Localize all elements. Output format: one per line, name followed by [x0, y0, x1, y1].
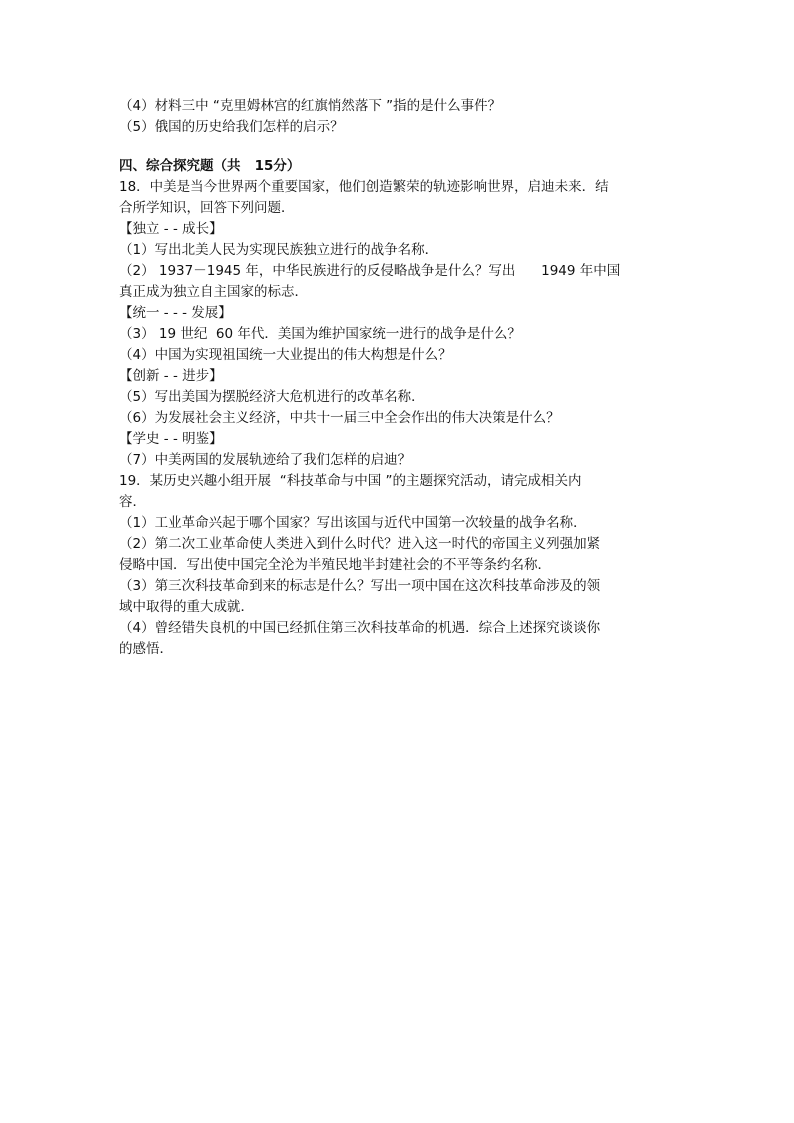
- text-line: （4）曾经错失良机的中国已经抓住第三次科技革命的机遇．综合上述探究谈谈你: [119, 620, 601, 636]
- text-line: （3） 19 世纪 60 年代．美国为维护国家统一进行的战争是什么？: [119, 326, 521, 342]
- section-heading: 四、综合探究题（共 15分）: [119, 158, 301, 174]
- subheading-line: 【独立 - - 成长】: [119, 221, 223, 237]
- text-line: （3）第三次科技革命到来的标志是什么？写出一项中国在这次科技革命涉及的领: [119, 578, 601, 594]
- text-line: （4）中国为实现祖国统一大业提出的伟大构想是什么？: [119, 347, 452, 363]
- text-line: 真正成为独立自主国家的标志．: [119, 284, 308, 300]
- text-line: （1）写出北美人民为实现民族独立进行的战争名称．: [119, 242, 439, 258]
- text-line: （5）写出美国为摆脱经济大危机进行的改革名称．: [119, 389, 425, 405]
- text-line: 19．某历史兴趣小组开展 “科技革命与中国 ”的主题探究活动，请完成相关内: [119, 473, 582, 489]
- section-gap: [119, 138, 679, 156]
- question-5-line: （5）俄国的历史给我们怎样的启示？: [119, 119, 344, 135]
- subheading-line: 【统一 - - - 发展】: [119, 305, 232, 321]
- text-line: 域中取得的重大成就．: [119, 599, 254, 615]
- text-line: 18．中美是当今世界两个重要国家，他们创造繁荣的轨迹影响世界，启迪未来．结: [119, 179, 609, 195]
- text-line: 合所学知识，回答下列问题．: [119, 200, 295, 216]
- text-line: （7）中美两国的发展轨迹给了我们怎样的启迪？: [119, 452, 412, 468]
- text-line: （1）工业革命兴起于哪个国家？写出该国与近代中国第一次较量的战争名称．: [119, 515, 587, 531]
- text-line: （6）为发展社会主义经济，中共十一届三中全会作出的伟大决策是什么？: [119, 410, 560, 426]
- question-4-line: （4）材料三中 “克里姆林宫的红旗悄然落下 ”指的是什么事件？: [119, 98, 502, 114]
- text-line: （2）第二次工业革命使人类进入到什么时代？进入这一时代的帝国主义列强加紧: [119, 536, 601, 552]
- text-line: 侵略中国．写出使中国完全沦为半殖民地半封建社会的不平等条约名称．: [119, 557, 551, 573]
- text-line: 的感悟．: [119, 641, 173, 657]
- subheading-line: 【创新 - - 进步】: [119, 368, 223, 384]
- document-content: [119, 96, 679, 660]
- subheading-line: 【学史 - - 明鉴】: [119, 431, 223, 447]
- text-line: 容．: [119, 494, 146, 510]
- text-line: （2） 1937－1945 年，中华民族进行的反侵略战争是什么？写出 1949 年中国: [119, 263, 621, 279]
